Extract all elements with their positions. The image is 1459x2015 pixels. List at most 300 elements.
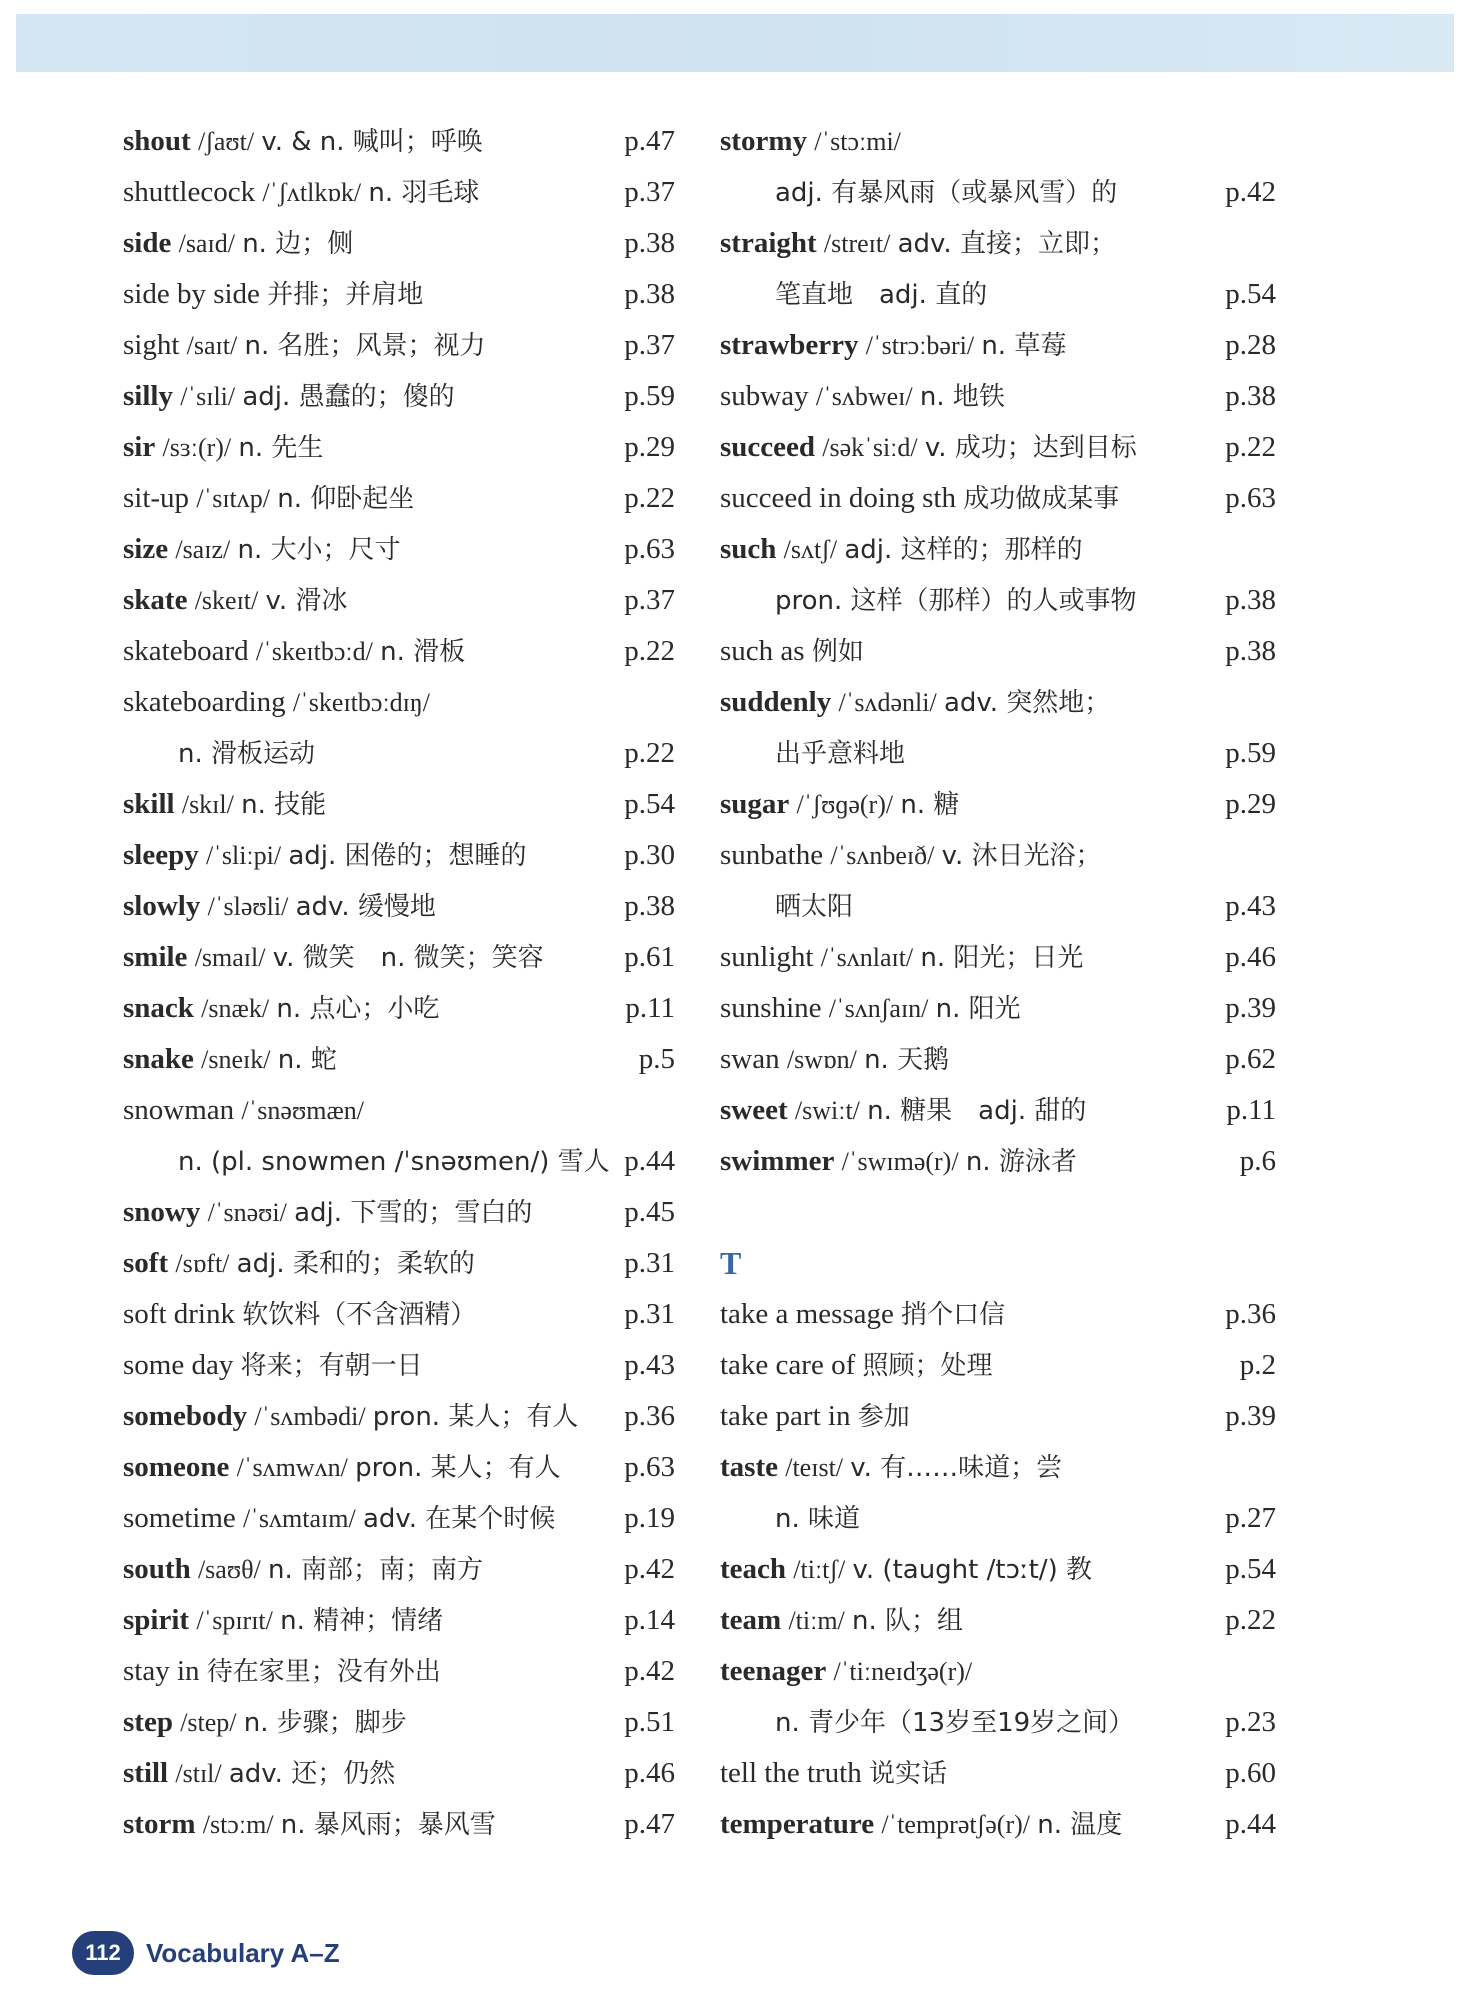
headword: sunlight bbox=[720, 941, 814, 973]
phonetic: /ˈswɪmə(r)/ bbox=[841, 1147, 959, 1176]
definition: n. 仰卧起坐 bbox=[277, 484, 415, 514]
phonetic: /ˈʃʊɡə(r)/ bbox=[796, 790, 894, 819]
phonetic: /ˈsləʊli/ bbox=[207, 892, 289, 921]
phonetic: /ˈsliːpi/ bbox=[205, 841, 282, 870]
vocabulary-entry bbox=[720, 1799, 1276, 1850]
entry-text bbox=[720, 1238, 1218, 1291]
header-band bbox=[16, 14, 1454, 72]
entry-text bbox=[720, 1697, 1218, 1749]
page-reference: p.38 bbox=[1225, 635, 1276, 667]
headword: spirit bbox=[123, 1604, 190, 1636]
page-reference: p.31 bbox=[624, 1247, 675, 1279]
definition: v. & n. 喊叫；呼唤 bbox=[261, 127, 483, 157]
definition: n. 名胜；风景；视力 bbox=[244, 331, 486, 361]
vocabulary-entry bbox=[123, 983, 675, 1034]
phonetic: /skeɪt/ bbox=[194, 586, 259, 615]
definition: n. 队；组 bbox=[852, 1606, 964, 1636]
definition: n. 技能 bbox=[241, 790, 327, 820]
definition: n. 暴风雨；暴风雪 bbox=[280, 1810, 496, 1840]
phonetic: /ˈsʌnlaɪt/ bbox=[820, 943, 914, 972]
entry-text bbox=[123, 1799, 617, 1851]
entry-text bbox=[123, 728, 617, 780]
phonetic: /stɔːm/ bbox=[202, 1810, 274, 1839]
entry-text bbox=[720, 1544, 1218, 1596]
definition: n. 边；侧 bbox=[242, 229, 354, 259]
vocabulary-entry bbox=[123, 575, 675, 626]
headword: somebody bbox=[123, 1400, 248, 1432]
entry-text bbox=[720, 1646, 1218, 1697]
section-letter-heading: T bbox=[720, 1245, 742, 1281]
headword: subway bbox=[720, 380, 809, 412]
headword: someone bbox=[123, 1451, 230, 1483]
headword: shout bbox=[123, 125, 191, 157]
definition: 参加 bbox=[857, 1402, 910, 1432]
headword: skill bbox=[123, 788, 175, 820]
headword: suddenly bbox=[720, 686, 832, 718]
vocabulary-column-left bbox=[123, 116, 675, 1850]
vocabulary-entry bbox=[720, 575, 1276, 626]
entry-text bbox=[720, 575, 1218, 627]
vocabulary-entry bbox=[123, 881, 675, 932]
vocabulary-entry bbox=[720, 1442, 1276, 1493]
headword: sleepy bbox=[123, 839, 199, 871]
page-reference: p.11 bbox=[625, 992, 675, 1024]
headword: side bbox=[123, 227, 172, 259]
page-reference: p.29 bbox=[624, 431, 675, 463]
definition: adj. 有暴风雨（或暴风雪）的 bbox=[775, 178, 1118, 208]
page-reference: p.51 bbox=[624, 1706, 675, 1738]
headword: south bbox=[123, 1553, 191, 1585]
phonetic: /swɒn/ bbox=[786, 1045, 857, 1074]
entry-text bbox=[123, 371, 617, 423]
headword: take care of bbox=[720, 1349, 856, 1381]
entry-text bbox=[123, 779, 617, 831]
phonetic: /sɒft/ bbox=[175, 1249, 230, 1278]
page-reference: p.22 bbox=[1225, 431, 1276, 463]
headword: strawberry bbox=[720, 329, 859, 361]
headword: size bbox=[123, 533, 169, 565]
vocabulary-entry bbox=[720, 269, 1276, 320]
phonetic: /step/ bbox=[180, 1708, 237, 1737]
definition: n. 糖果 adj. 甜的 bbox=[867, 1096, 1087, 1126]
headword: soft bbox=[123, 1247, 169, 1279]
entry-text bbox=[720, 320, 1218, 372]
entry-text bbox=[720, 1034, 1218, 1086]
definition: v. 滑冰 bbox=[265, 586, 348, 616]
definition: 笔直地 adj. 直的 bbox=[775, 280, 988, 310]
definition: 待在家里；没有外出 bbox=[206, 1657, 441, 1687]
entry-text bbox=[123, 830, 617, 882]
page-reference: p.39 bbox=[1225, 992, 1276, 1024]
vocabulary-entry bbox=[720, 1136, 1276, 1187]
page-reference: p.44 bbox=[1225, 1808, 1276, 1840]
phonetic: /swiːt/ bbox=[794, 1096, 860, 1125]
headword: such as bbox=[720, 635, 805, 667]
vocabulary-entry bbox=[720, 626, 1276, 677]
headword: sit-up bbox=[123, 482, 190, 514]
page-reference: p.2 bbox=[1239, 1349, 1276, 1381]
definition: n. 草莓 bbox=[981, 331, 1067, 361]
phonetic: /teɪst/ bbox=[785, 1453, 844, 1482]
entry-text bbox=[123, 626, 617, 678]
headword: take part in bbox=[720, 1400, 851, 1432]
phonetic: /ˈsʌnbeɪð/ bbox=[830, 841, 935, 870]
entry-text bbox=[123, 116, 617, 168]
definition: 软饮料（不含酒精） bbox=[242, 1300, 477, 1330]
headword: teach bbox=[720, 1553, 787, 1585]
page-reference: p.46 bbox=[624, 1757, 675, 1789]
vocabulary-entry bbox=[720, 116, 1276, 167]
headword: snack bbox=[123, 992, 194, 1024]
page-reference: p.42 bbox=[624, 1655, 675, 1687]
entry-text bbox=[123, 881, 617, 933]
page-reference: p.28 bbox=[1225, 329, 1276, 361]
entry-text bbox=[123, 1595, 617, 1647]
phonetic: /ʃaʊt/ bbox=[197, 127, 255, 156]
page-reference: p.38 bbox=[624, 278, 675, 310]
vocabulary-entry bbox=[720, 728, 1276, 779]
page-reference: p.22 bbox=[1225, 1604, 1276, 1636]
definition: adj. 愚蠢的；傻的 bbox=[242, 382, 455, 412]
definition: v. 沐日光浴； bbox=[941, 841, 1102, 871]
phonetic: /ˈʃʌtlkɒk/ bbox=[262, 178, 362, 207]
phonetic: /sɜː(r)/ bbox=[162, 433, 232, 462]
headword: sight bbox=[123, 329, 180, 361]
definition: adj. 柔和的；柔软的 bbox=[236, 1249, 475, 1279]
phonetic: /ˈsɪli/ bbox=[180, 382, 236, 411]
definition: n. 滑板 bbox=[380, 637, 466, 667]
entry-text bbox=[123, 1187, 617, 1239]
definition: 将来；有朝一日 bbox=[240, 1351, 423, 1381]
vocabulary-entry bbox=[720, 1289, 1276, 1340]
headword: sugar bbox=[720, 788, 790, 820]
page-reference: p.38 bbox=[1225, 584, 1276, 616]
page-reference: p.36 bbox=[624, 1400, 675, 1432]
headword: sir bbox=[123, 431, 156, 463]
headword: snowman bbox=[123, 1094, 235, 1126]
vocabulary-entry bbox=[123, 1544, 675, 1595]
definition: n. (pl. snowmen /ˈsnəʊmen/) 雪人 bbox=[178, 1147, 610, 1177]
headword: storm bbox=[123, 1808, 196, 1840]
definition: adj. 困倦的；想睡的 bbox=[288, 841, 527, 871]
page-reference: p.42 bbox=[624, 1553, 675, 1585]
page-reference: p.45 bbox=[624, 1196, 675, 1228]
definition: adv. 直接；立即； bbox=[897, 229, 1116, 259]
phonetic: /sʌtʃ/ bbox=[783, 535, 838, 564]
definition: v. 有……味道；尝 bbox=[850, 1453, 1063, 1483]
vocabulary-entry bbox=[720, 1187, 1276, 1238]
vocabulary-entry bbox=[720, 1034, 1276, 1085]
entry-text bbox=[123, 1289, 617, 1341]
vocabulary-entry bbox=[720, 473, 1276, 524]
page-reference: p.22 bbox=[624, 737, 675, 769]
definition: adj. 下雪的；雪白的 bbox=[294, 1198, 533, 1228]
entry-text bbox=[720, 422, 1218, 474]
definition: 出乎意料地 bbox=[775, 739, 906, 769]
vocabulary-entry bbox=[123, 524, 675, 575]
phonetic: /saɪt/ bbox=[186, 331, 238, 360]
headword: skateboarding bbox=[123, 686, 286, 718]
vocabulary-entry bbox=[720, 932, 1276, 983]
vocabulary-entry bbox=[720, 1646, 1276, 1697]
definition: adv. 突然地； bbox=[943, 688, 1111, 718]
entry-text bbox=[123, 1544, 617, 1596]
phonetic: /ˈskeɪtbɔːdɪŋ/ bbox=[292, 688, 430, 717]
phonetic: /ˈsʌmwʌn/ bbox=[236, 1453, 348, 1482]
vocabulary-entry bbox=[123, 269, 675, 320]
entry-text bbox=[720, 881, 1218, 933]
definition: 说实话 bbox=[869, 1759, 948, 1789]
headword: taste bbox=[720, 1451, 778, 1483]
vocabulary-entry bbox=[123, 1748, 675, 1799]
vocabulary-entry bbox=[720, 1340, 1276, 1391]
phonetic: /sneɪk/ bbox=[201, 1045, 271, 1074]
phonetic: /ˈsʌmtaɪm/ bbox=[243, 1504, 356, 1533]
definition: n. 滑板运动 bbox=[178, 739, 316, 769]
headword: sunbathe bbox=[720, 839, 824, 871]
vocabulary-entry bbox=[720, 1748, 1276, 1799]
definition: v. 微笑 n. 微笑；笑容 bbox=[272, 943, 544, 973]
vocabulary-entry bbox=[720, 524, 1276, 575]
entry-text bbox=[720, 371, 1218, 423]
definition: n. 游泳者 bbox=[965, 1147, 1077, 1177]
headword: smile bbox=[123, 941, 188, 973]
page-reference: p.22 bbox=[624, 482, 675, 514]
phonetic: /ˈsʌnʃaɪn/ bbox=[828, 994, 929, 1023]
phonetic: /ˈsɪtʌp/ bbox=[196, 484, 270, 513]
definition: 捎个口信 bbox=[901, 1300, 1006, 1330]
entry-text bbox=[720, 1595, 1218, 1647]
headword: succeed bbox=[720, 431, 816, 463]
page-reference: p.47 bbox=[624, 1808, 675, 1840]
vocabulary-entry bbox=[123, 167, 675, 218]
page-reference: p.22 bbox=[624, 635, 675, 667]
entry-text bbox=[123, 932, 617, 984]
page-reference: p.5 bbox=[638, 1043, 675, 1075]
headword: step bbox=[123, 1706, 173, 1738]
entry-text bbox=[720, 473, 1218, 525]
definition: pron. 某人；有人 bbox=[355, 1453, 561, 1483]
entry-text bbox=[123, 473, 617, 525]
entry-text bbox=[720, 167, 1218, 219]
definition: n. 地铁 bbox=[919, 382, 1005, 412]
page-reference: p.46 bbox=[1225, 941, 1276, 973]
vocabulary-entry bbox=[123, 626, 675, 677]
entry-text bbox=[123, 1340, 617, 1392]
vocabulary-entry bbox=[123, 1595, 675, 1646]
definition: v. (taught /tɔːt/) 教 bbox=[852, 1555, 1092, 1585]
vocabulary-entry bbox=[123, 320, 675, 371]
page-reference: p.29 bbox=[1225, 788, 1276, 820]
phonetic: /streɪt/ bbox=[823, 229, 891, 258]
vocabulary-entry bbox=[720, 320, 1276, 371]
entry-text bbox=[123, 1034, 617, 1086]
entry-text bbox=[123, 1748, 617, 1800]
entry-text bbox=[720, 1340, 1218, 1392]
entry-text bbox=[720, 1748, 1218, 1800]
vocabulary-entry bbox=[123, 779, 675, 830]
vocabulary-entry bbox=[123, 1799, 675, 1850]
headword: team bbox=[720, 1604, 782, 1636]
page-reference: p.42 bbox=[1225, 176, 1276, 208]
entry-text bbox=[720, 779, 1218, 831]
headword: swimmer bbox=[720, 1145, 835, 1177]
page-reference: p.63 bbox=[624, 1451, 675, 1483]
page-reference: p.14 bbox=[624, 1604, 675, 1636]
headword: stormy bbox=[720, 125, 807, 157]
phonetic: /ˈsnəʊi/ bbox=[207, 1198, 287, 1227]
page-reference: p.37 bbox=[624, 176, 675, 208]
page-reference: p.30 bbox=[624, 839, 675, 871]
entry-text bbox=[123, 1646, 617, 1698]
page-reference: p.59 bbox=[1225, 737, 1276, 769]
definition: 例如 bbox=[811, 637, 864, 667]
entry-text bbox=[123, 1085, 617, 1136]
headword: teenager bbox=[720, 1655, 827, 1687]
vocabulary-entry bbox=[123, 422, 675, 473]
headword: side by side bbox=[123, 278, 260, 310]
entry-text bbox=[720, 269, 1218, 321]
definition: pron. 某人；有人 bbox=[372, 1402, 579, 1432]
definition: n. 阳光；日光 bbox=[920, 943, 1084, 973]
entry-text bbox=[720, 1289, 1218, 1341]
entry-text bbox=[123, 524, 617, 576]
definition: n. 点心；小吃 bbox=[276, 994, 440, 1024]
vocabulary-entry bbox=[720, 1085, 1276, 1136]
phonetic: /saʊθ/ bbox=[197, 1555, 261, 1584]
entry-text bbox=[123, 1697, 617, 1749]
page-reference: p.37 bbox=[624, 329, 675, 361]
page-reference: p.54 bbox=[1225, 278, 1276, 310]
entry-text bbox=[123, 320, 617, 372]
vocabulary-entry bbox=[123, 1493, 675, 1544]
definition: n. 步骤；脚步 bbox=[243, 1708, 407, 1738]
definition: adv. 在某个时候 bbox=[362, 1504, 556, 1534]
phonetic: /ˈstrɔːbəri/ bbox=[865, 331, 975, 360]
definition: adv. 还；仍然 bbox=[228, 1759, 396, 1789]
definition: n. 蛇 bbox=[277, 1045, 337, 1075]
headword: straight bbox=[720, 227, 817, 259]
phonetic: /ˈsʌdənli/ bbox=[838, 688, 937, 717]
definition: 晒太阳 bbox=[775, 892, 854, 922]
page-reference: p.62 bbox=[1225, 1043, 1276, 1075]
vocabulary-entry bbox=[720, 830, 1276, 881]
page-reference: p.43 bbox=[624, 1349, 675, 1381]
page-reference: p.47 bbox=[624, 125, 675, 157]
phonetic: /tiːtʃ/ bbox=[793, 1555, 846, 1584]
entry-text bbox=[123, 167, 617, 219]
headword: such bbox=[720, 533, 777, 565]
page-reference: p.39 bbox=[1225, 1400, 1276, 1432]
phonetic: /ˈsnəʊmæn/ bbox=[241, 1096, 365, 1125]
definition: n. 羽毛球 bbox=[368, 178, 480, 208]
entry-text bbox=[720, 932, 1218, 984]
vocabulary-entry bbox=[123, 1187, 675, 1238]
entry-text bbox=[123, 1238, 617, 1290]
definition: adj. 这样的；那样的 bbox=[844, 535, 1083, 565]
vocabulary-entry bbox=[720, 1544, 1276, 1595]
vocabulary-entry bbox=[123, 932, 675, 983]
headword: some day bbox=[123, 1349, 234, 1381]
page-reference: p.6 bbox=[1239, 1145, 1276, 1177]
vocabulary-entry bbox=[720, 218, 1276, 269]
entry-text bbox=[720, 728, 1218, 780]
vocabulary-entry bbox=[123, 1238, 675, 1289]
vocabulary-entry bbox=[720, 1493, 1276, 1544]
entry-text bbox=[123, 1391, 617, 1443]
vocabulary-entry bbox=[123, 473, 675, 524]
definition: n. 味道 bbox=[775, 1504, 861, 1534]
phonetic: /saɪd/ bbox=[178, 229, 235, 258]
vocabulary-entry bbox=[720, 1238, 1276, 1289]
entry-text bbox=[123, 1442, 617, 1494]
page-reference: p.54 bbox=[624, 788, 675, 820]
vocabulary-entry bbox=[123, 371, 675, 422]
page-reference: p.27 bbox=[1225, 1502, 1276, 1534]
page-reference: p.54 bbox=[1225, 1553, 1276, 1585]
page-footer bbox=[72, 1928, 340, 1978]
phonetic: /ˈtemprətʃə(r)/ bbox=[881, 1810, 1030, 1839]
vocabulary-entry bbox=[123, 218, 675, 269]
page-reference: p.37 bbox=[624, 584, 675, 616]
vocabulary-entry bbox=[720, 422, 1276, 473]
headword: sweet bbox=[720, 1094, 788, 1126]
page-reference: p.11 bbox=[1226, 1094, 1276, 1126]
phonetic: /ˈspɪrɪt/ bbox=[196, 1606, 273, 1635]
definition: n. 青少年（13岁至19岁之间） bbox=[775, 1708, 1135, 1738]
headword: silly bbox=[123, 380, 173, 412]
page-reference: p.38 bbox=[1225, 380, 1276, 412]
page-reference: p.61 bbox=[624, 941, 675, 973]
headword: still bbox=[123, 1757, 169, 1789]
phonetic: /ˈstɔːmi/ bbox=[814, 127, 901, 156]
footer-title: Vocabulary A–Z bbox=[146, 1937, 340, 1968]
headword: snake bbox=[123, 1043, 194, 1075]
vocabulary-entry bbox=[720, 371, 1276, 422]
vocabulary-entry bbox=[720, 1595, 1276, 1646]
vocabulary-entry bbox=[720, 983, 1276, 1034]
definition: n. 糖 bbox=[900, 790, 960, 820]
entry-text bbox=[720, 1493, 1218, 1545]
phonetic: /snæk/ bbox=[201, 994, 270, 1023]
headword: succeed in doing sth bbox=[720, 482, 956, 514]
page-reference: p.36 bbox=[1225, 1298, 1276, 1330]
entry-text bbox=[720, 1085, 1218, 1137]
entry-text bbox=[123, 983, 617, 1035]
vocabulary-entry bbox=[123, 1391, 675, 1442]
phonetic: /skɪl/ bbox=[181, 790, 234, 819]
page-reference: p.38 bbox=[624, 890, 675, 922]
vocabulary-entry bbox=[123, 1289, 675, 1340]
entry-text bbox=[720, 626, 1218, 678]
entry-text bbox=[720, 1799, 1218, 1851]
entry-text bbox=[720, 116, 1218, 167]
phonetic: /ˈtiːneɪdʒə(r)/ bbox=[833, 1657, 973, 1686]
phonetic: /stɪl/ bbox=[175, 1759, 222, 1788]
page-reference: p.63 bbox=[1225, 482, 1276, 514]
entry-text bbox=[720, 830, 1218, 882]
entry-text bbox=[123, 269, 617, 321]
entry-text bbox=[720, 677, 1218, 729]
vocabulary-entry bbox=[123, 1340, 675, 1391]
entry-text bbox=[123, 575, 617, 627]
headword: swan bbox=[720, 1043, 780, 1075]
page-reference: p.59 bbox=[624, 380, 675, 412]
vocabulary-column-right bbox=[720, 116, 1276, 1850]
definition: adv. 缓慢地 bbox=[295, 892, 436, 922]
phonetic: /ˈsʌmbədi/ bbox=[254, 1402, 366, 1431]
entry-text bbox=[720, 983, 1218, 1035]
